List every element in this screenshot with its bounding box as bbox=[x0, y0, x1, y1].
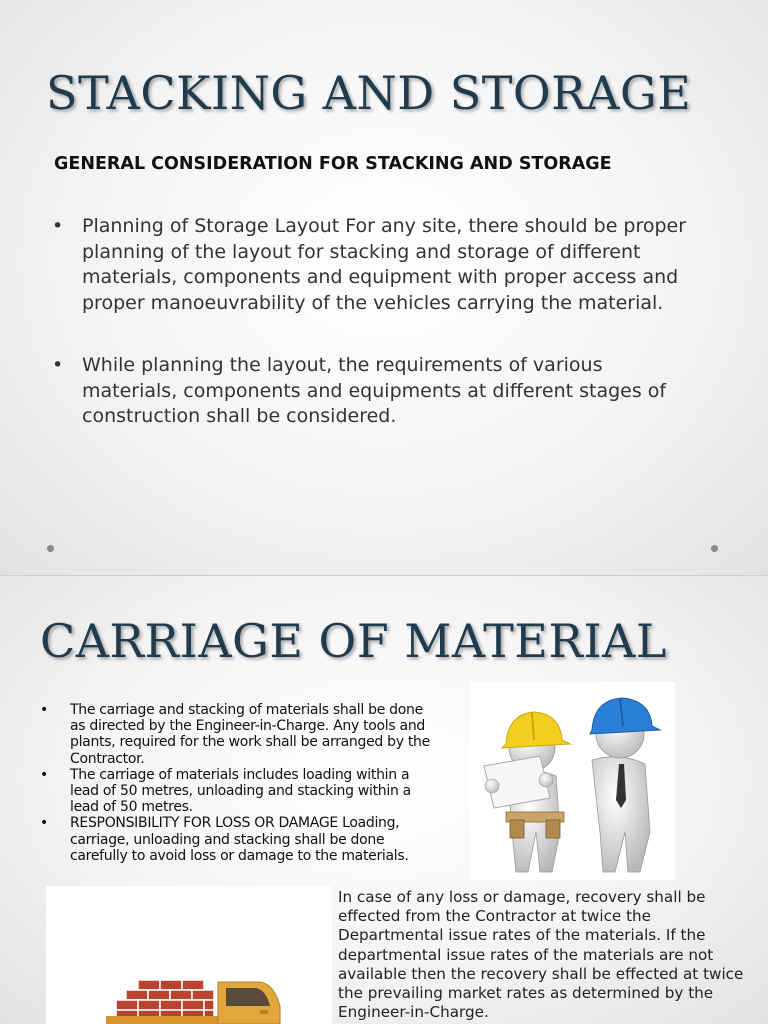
list-item bbox=[52, 353, 702, 430]
list-item bbox=[40, 767, 432, 816]
bullet-icon: • bbox=[40, 766, 48, 783]
workers-illustration bbox=[470, 682, 675, 880]
truck-illustration bbox=[46, 886, 332, 1024]
list-item bbox=[40, 815, 432, 864]
bullet-text: While planning the layout, the requirements of various materials, components and equipments at different stages of construction shall be considered. bbox=[82, 354, 667, 427]
bullet-list bbox=[40, 702, 432, 864]
construction-workers-icon bbox=[470, 682, 675, 880]
bullet-text: RESPONSIBILITY FOR LOSS OR DAMAGE Loading, carriage, unloading and stacking shall be done carefully to avoid loss or damage to the materials. bbox=[70, 815, 409, 864]
brick-truck-icon bbox=[46, 886, 332, 1024]
bullet-icon: • bbox=[52, 215, 64, 237]
bullet-text: The carriage of materials includes loading within a lead of 50 metres, unloading and stacking within a lead of 50 metres. bbox=[70, 766, 411, 816]
bullet-text: The carriage and stacking of materials shall be done as directed by the Engineer-in-Charge. Any tools and plants, required for the work shall be arranged by the Contractor. bbox=[70, 702, 430, 767]
slide-subtitle: GENERAL CONSIDERATION FOR STACKING AND STORAGE bbox=[54, 154, 612, 174]
bullet-icon: • bbox=[40, 815, 48, 832]
list-item bbox=[52, 214, 702, 316]
bullet-list bbox=[52, 214, 702, 467]
list-item bbox=[40, 702, 432, 767]
bullet-text: Planning of Storage Layout For any site, there should be proper planning of the layout for stacking and storage of different materials, components and equipment with proper access and proper manoeuvrability of the vehicles carrying the material. bbox=[82, 215, 687, 314]
recovery-paragraph: In case of any loss or damage, recovery shall be effected from the Contractor at twice the Departmental issue rates of the materials. If the departmental issue rates of the materials are not available then the recovery shall be effected at twice the prevailing market rates as determined by the Engineer-in-Charge. bbox=[338, 888, 744, 1022]
bullet-icon: • bbox=[52, 354, 64, 376]
slide-title: STACKING AND STORAGE bbox=[46, 66, 692, 120]
slide-nav-dot-right bbox=[711, 545, 718, 552]
slide-title: CARRIAGE OF MATERIAL bbox=[40, 614, 667, 668]
slide-nav-dot-left bbox=[47, 545, 54, 552]
bullet-icon: • bbox=[40, 702, 48, 718]
